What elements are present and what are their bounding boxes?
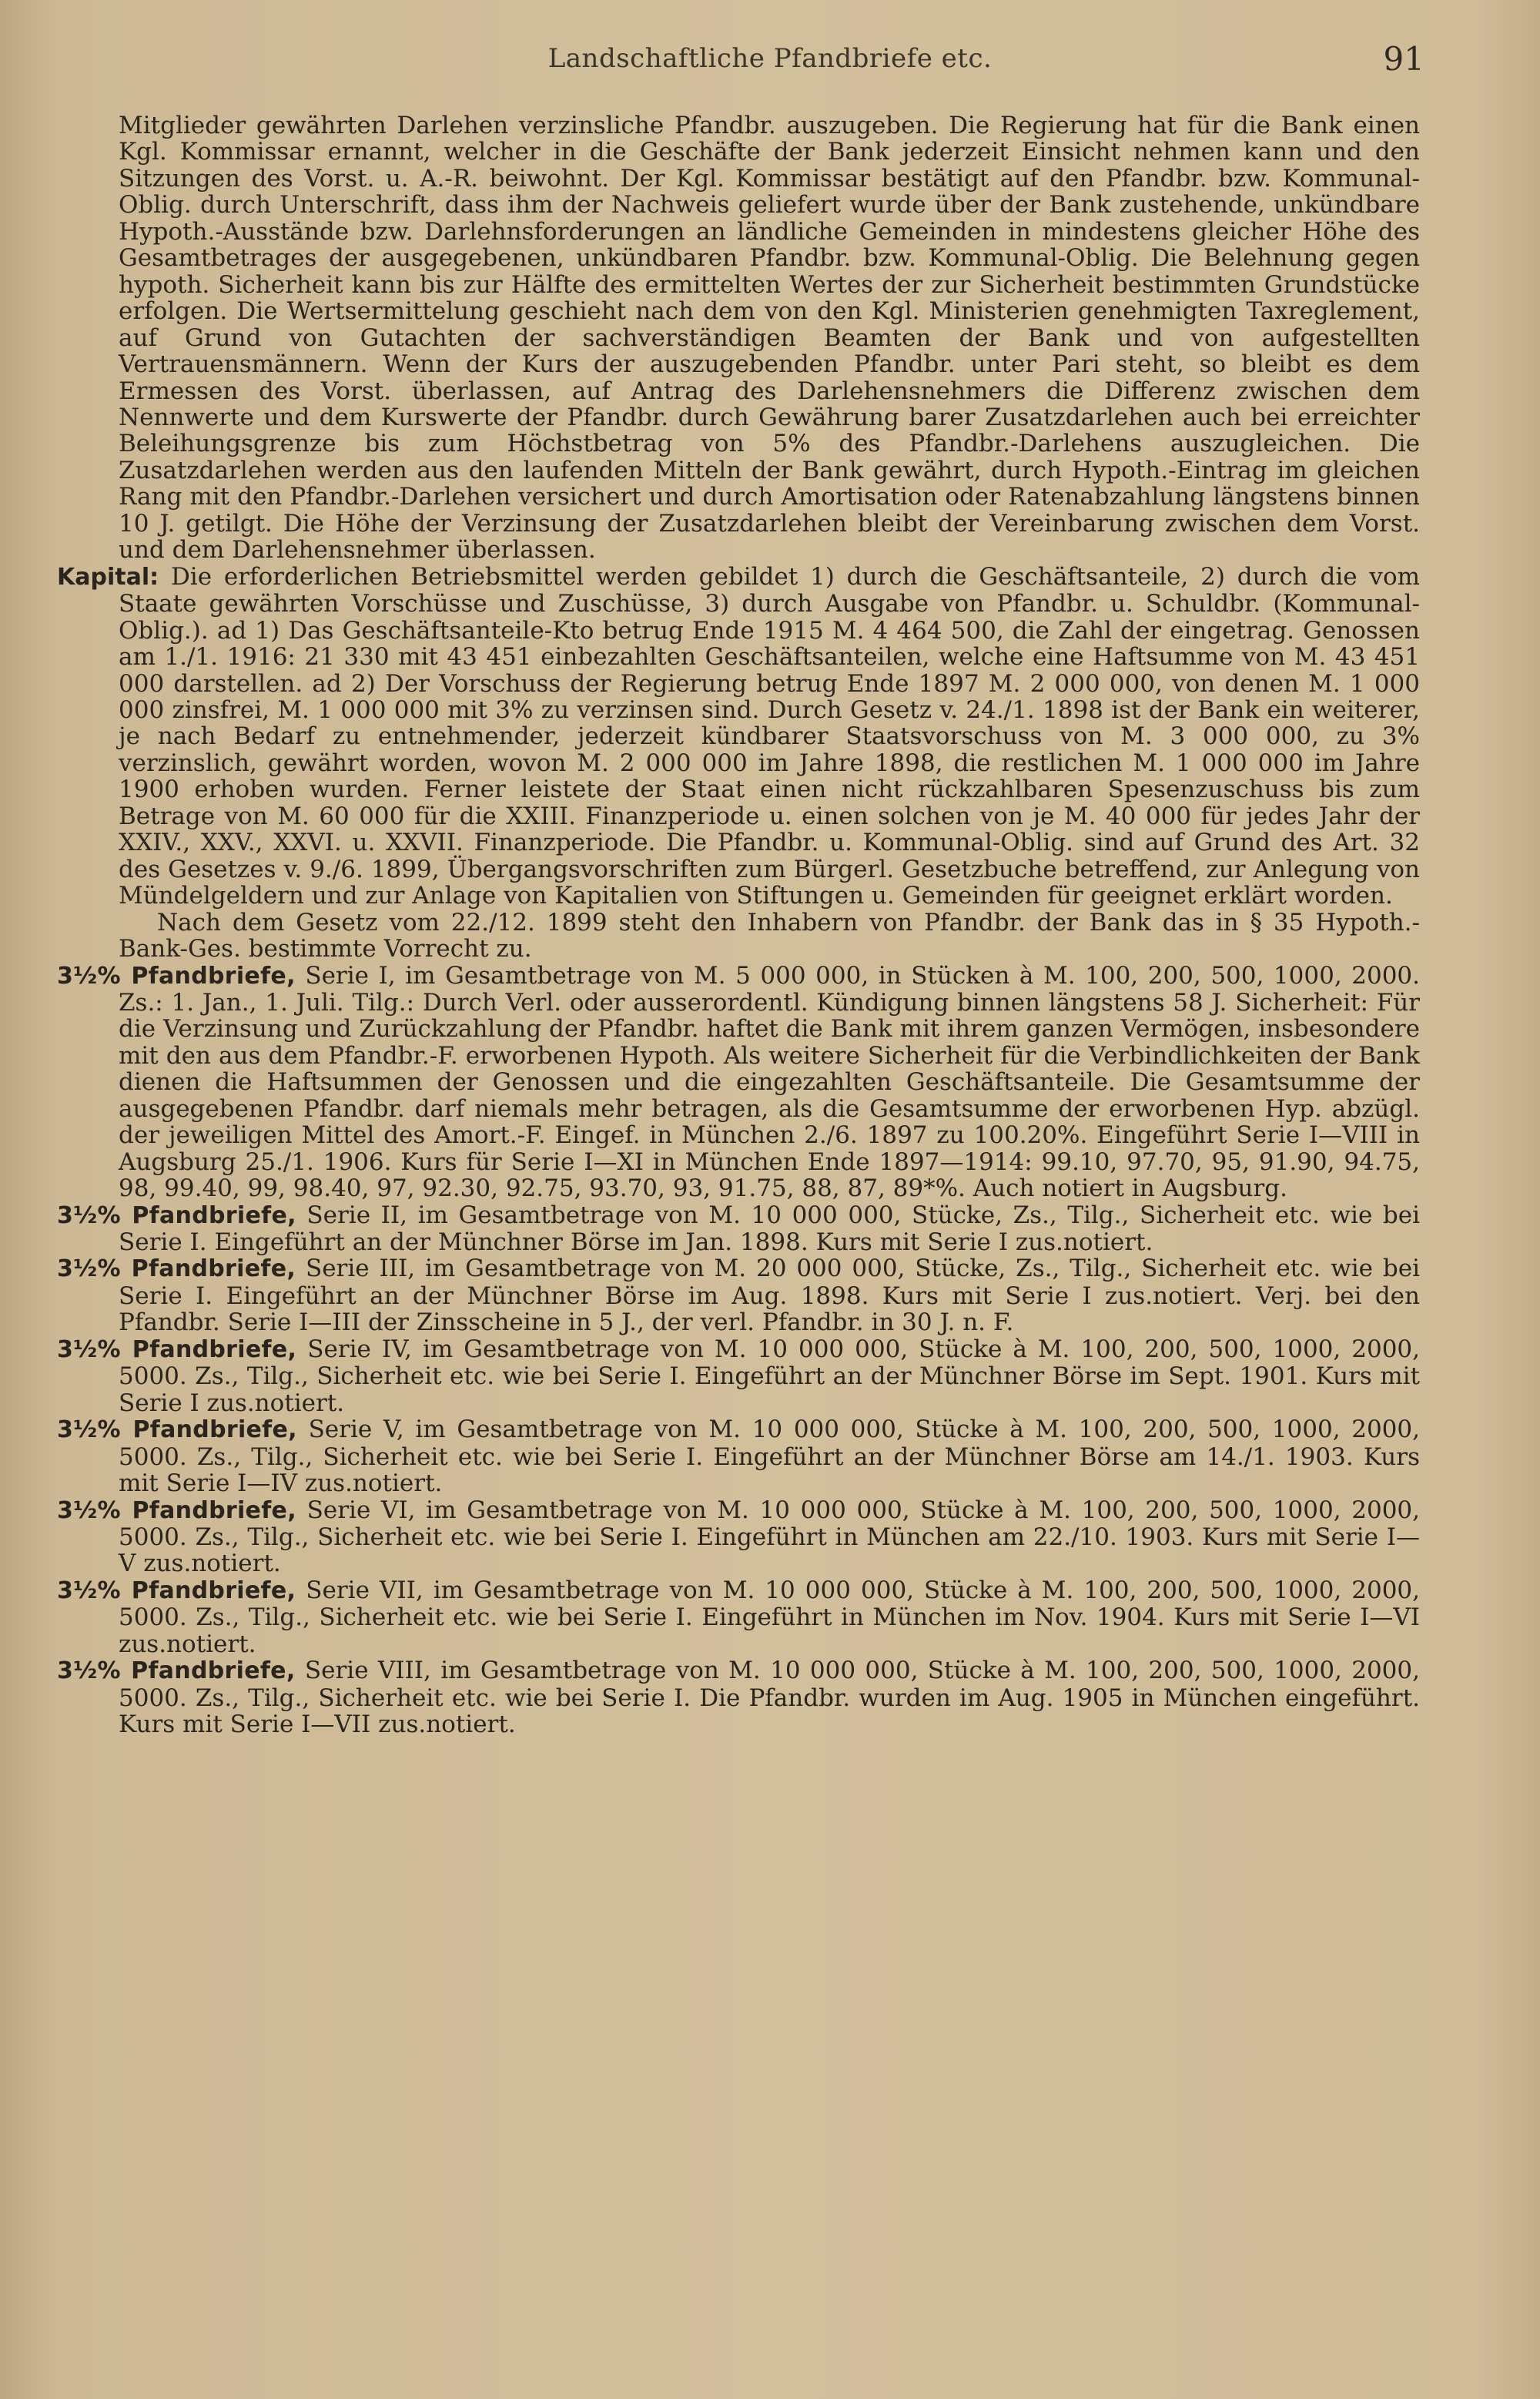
series-lead: 3½% Pfandbriefe, <box>57 1657 296 1685</box>
series-text: Serie VII, im Gesamtbetrage von M. 10 000 000, Stücke à M. 100, 200, 500, 1000, 2000, 5000. Zs., Tilg., Sicherheit etc. wie bei Serie I. Eingeführt in München im Nov. 1904. Kurs mit Serie I—VI zus.notiert. <box>119 1576 1421 1658</box>
running-title: Landschaftliche Pfandbriefe etc. <box>547 43 993 74</box>
series-lead: 3½% Pfandbriefe, <box>57 1335 297 1363</box>
series-text: Serie II, im Gesamtbetrage von M. 10 000 000, Stücke, Zs., Tilg., Sicherheit etc. wie bei Serie I. Eingeführt an der Münchner Börse im Jan. 1898. Kurs mit Serie I zus.notiert. <box>119 1201 1421 1257</box>
series-lead: 3½% Pfandbriefe, <box>57 1416 297 1444</box>
series-text: Serie V, im Gesamtbetrage von M. 10 000 000, Stücke à M. 100, 200, 500, 1000, 2000, 5000. Zs., Tilg., Sicherheit etc. wie bei Serie I. Eingeführt an der Münchner Börse am 14./1. 1903. Kurs mit Serie I—IV zus.notiert. <box>119 1416 1420 1498</box>
kapital-text: Die erforderlichen Betriebsmittel werden gebildet 1) durch die Geschäftsanteile, 2) durch die vom Staate gewährten Vorschüsse und Zuschüsse, 3) durch Ausgabe von Pfandbr. u. Schuldbr. (Kommunal-Oblig.). ad 1) Das Geschäftsanteile-Kto betrug Ende 1915 M. 4 464 500, die Zahl der eingetrag. Genossen am 1./1. 1916: 21 330 mit 43 451 einbezahlten Geschäftsanteilen, welche eine Haftsumme von M. 43 451 000 darstellen. ad 2) Der Vorschuss der Regierung betrug Ende 1897 M. 2 000 000, von denen M. 1 000 000 zinsfrei, M. 1 000 000 mit 3% zu verzinsen sind. Durch Gesetz v. 24./1. 1898 ist der Bank ein weiterer, je nach Bedarf zu entnehmender, jederzeit kündbarer Staatsvorschuss von M. 3 000 000, zu 3% verzinslich, gewährt worden, wovon M. 2 000 000 im Jahre 1898, die restlichen M. 1 000 000 im Jahre 1900 erhoben wurden. Ferner leistete der Staat einen nicht rückzahlbaren Spesenzuschuss bis zum Betrage von M. 60 000 für die XXIII. Finanzperiode u. einen solchen von je M. 40 000 für jedes Jahr der XXIV., XXV., XXVI. u. XXVII. Finanzperiode. Die Pfandbr. u. Kommunal-Oblig. sind auf Grund des Art. 32 des Gesetzes v. 9./6. 1899, Übergangsvorschriften zum Bürgerl. Gesetzbuche betreffend, zur Anlegung von Mündelgeldern und zur Anlage von Kapitalien von Stiftungen u. Gemeinden für geeignet erklärt worden. <box>119 562 1421 910</box>
page-number: 91 <box>1383 40 1424 78</box>
series-text: Serie VIII, im Gesamtbetrage von M. 10 000 000, Stücke à M. 100, 200, 500, 1000, 2000, 5000. Zs., Tilg., Sicherheit etc. wie bei Serie I. Die Pfandbr. wurden im Aug. 1905 in München eingeführt. Kurs mit Serie I—VII zus.notiert. <box>119 1657 1420 1739</box>
intro-paragraph: Mitglieder gewährten Darlehen verzinsliche Pfandbr. auszugeben. Die Regierung hat für die Bank einen Kgl. Kommissar ernannt, welcher in die Geschäfte der Bank jederzeit Einsicht nehmen kann und den Sitzungen des Vorst. u. A.-R. beiwohnt. Der Kgl. Kommissar bestätigt auf den Pfandbr. bzw. Kommunal-Oblig. durch Unterschrift, dass ihm der Nachweis geliefert wurde über der Bank zustehende, unkündbare Hypoth.-Ausstände bzw. Darlehnsforderungen an ländliche Gemeinden in mindestens gleicher Höhe des Gesamtbetrages der ausgegebenen, unkündbaren Pfandbr. bzw. Kommunal-Oblig. Die Belehnung gegen hypoth. Sicherheit kann bis zur Hälfte des ermittelten Wertes der zur Sicherheit bestimmten Grundstücke erfolgen. Die Wertsermittelung geschieht nach dem von den Kgl. Ministerien genehmigten Taxreglement, auf Grund von Gutachten der sachverständigen Beamten der Bank und von aufgestellten Vertrauensmännern. Wenn der Kurs der auszugebenden Pfandbr. unter Pari steht, so bleibt es dem Ermessen des Vorst. überlassen, auf Antrag des Darlehensnehmers die Differenz zwischen dem Nennwerte und dem Kurswerte der Pfandbr. durch Gewährung barer Zusatzdarlehen auch bei erreichter Beleihungsgrenze bis zum Höchstbetrag von 5% des Pfandbr.-Darlehens auszugleichen. Die Zusatzdarlehen werden aus den laufenden Mitteln der Bank gewährt, durch Hypoth.-Eintrag im gleichen Rang mit den Pfandbr.-Darlehen versichert und durch Amortisation oder Ratenabzahlung längstens binnen 10 J. getilgt. Die Höhe der Verzinsung der Zusatzdarlehen bleibt der Vereinbarung zwischen dem Vorst. und dem Darlehensnehmer überlassen. <box>119 112 1420 565</box>
series-entry <box>57 1255 1420 1335</box>
text-body <box>57 112 1420 1738</box>
kapital-label: Kapital: <box>57 563 159 591</box>
gesetz-paragraph: Nach dem Gesetz vom 22./12. 1899 steht den Inhabern von Pfandbr. der Bank das in § 35 Hypoth.-Bank-Ges. bestimmte Vorrecht zu. <box>119 908 1420 963</box>
kapital-paragraph <box>57 564 1420 910</box>
series-text: Serie IV, im Gesamtbetrage von M. 10 000 000, Stücke à M. 100, 200, 500, 1000, 2000, 5000. Zs., Tilg., Sicherheit etc. wie bei Serie I. Eingeführt an der Münchner Börse im Sept. 1901. Kurs mit Serie I zus.notiert. <box>119 1335 1421 1417</box>
series-entry <box>57 1202 1420 1256</box>
series-lead: 3½% Pfandbriefe, <box>57 962 296 990</box>
series-text: Serie VI, im Gesamtbetrage von M. 10 000 000, Stücke à M. 100, 200, 500, 1000, 2000, 5000. Zs., Tilg., Sicherheit etc. wie bei Serie I. Eingeführt in München am 22./10. 1903. Kurs mit Serie I—V zus.notiert. <box>119 1496 1421 1578</box>
series-entry <box>57 1657 1420 1737</box>
series-entry <box>57 963 1420 1202</box>
series-text: Serie I, im Gesamtbetrage von M. 5 000 000, in Stücken à M. 100, 200, 500, 1000, 2000. Zs.: 1. Jan., 1. Juli. Tilg.: Durch Verl. oder ausserordentl. Kündigung binnen längstens 58 J. Sicherheit: Für die Verzinsung und Zurückzahlung der Pfandbr. haftet die Bank mit ihrem ganzen Vermögen, insbesondere mit den aus dem Pfandbr.-F. erworbenen Hypoth. Als weitere Sicherheit für die Verbindlichkeiten der Bank dienen die Haftsummen der Genossen und die eingezahlten Geschäftsanteile. Die Gesamtsumme der ausgegebenen Pfandbr. darf niemals mehr betragen, als die Gesamtsumme der erworbenen Hyp. abzügl. der jeweiligen Mittel des Amort.-F. Eingef. in München 2./6. 1897 zu 100.20%. Eingeführt Serie I—VIII in Augsburg 25./1. 1906. Kurs für Serie I—XI in München Ende 1897—1914: 99.10, 97.70, 95, 91.90, 94.75, 98, 99.40, 99, 98.40, 97, 92.30, 92.75, 93.70, 93, 91.75, 88, 87, 89*%. Auch notiert in Augsburg. <box>119 961 1420 1203</box>
series-entry <box>57 1577 1420 1657</box>
series-lead: 3½% Pfandbriefe, <box>57 1255 296 1283</box>
series-entry <box>57 1416 1420 1496</box>
series-text: Serie III, im Gesamtbetrage von M. 20 000 000, Stücke, Zs., Tilg., Sicherheit etc. wie bei Serie I. Eingeführt an der Münchner Börse im Aug. 1898. Kurs mit Serie I zus.notiert. Verj. bei den Pfandbr. Serie I—III der Zinsscheine in 5 J., der verl. Pfandbr. in 30 J. n. F. <box>119 1255 1421 1337</box>
series-lead: 3½% Pfandbriefe, <box>57 1576 296 1604</box>
series-entry <box>57 1336 1420 1416</box>
series-entry <box>57 1497 1420 1577</box>
series-lead: 3½% Pfandbriefe, <box>57 1201 296 1229</box>
page-header <box>116 40 1424 82</box>
series-lead: 3½% Pfandbriefe, <box>57 1496 296 1524</box>
